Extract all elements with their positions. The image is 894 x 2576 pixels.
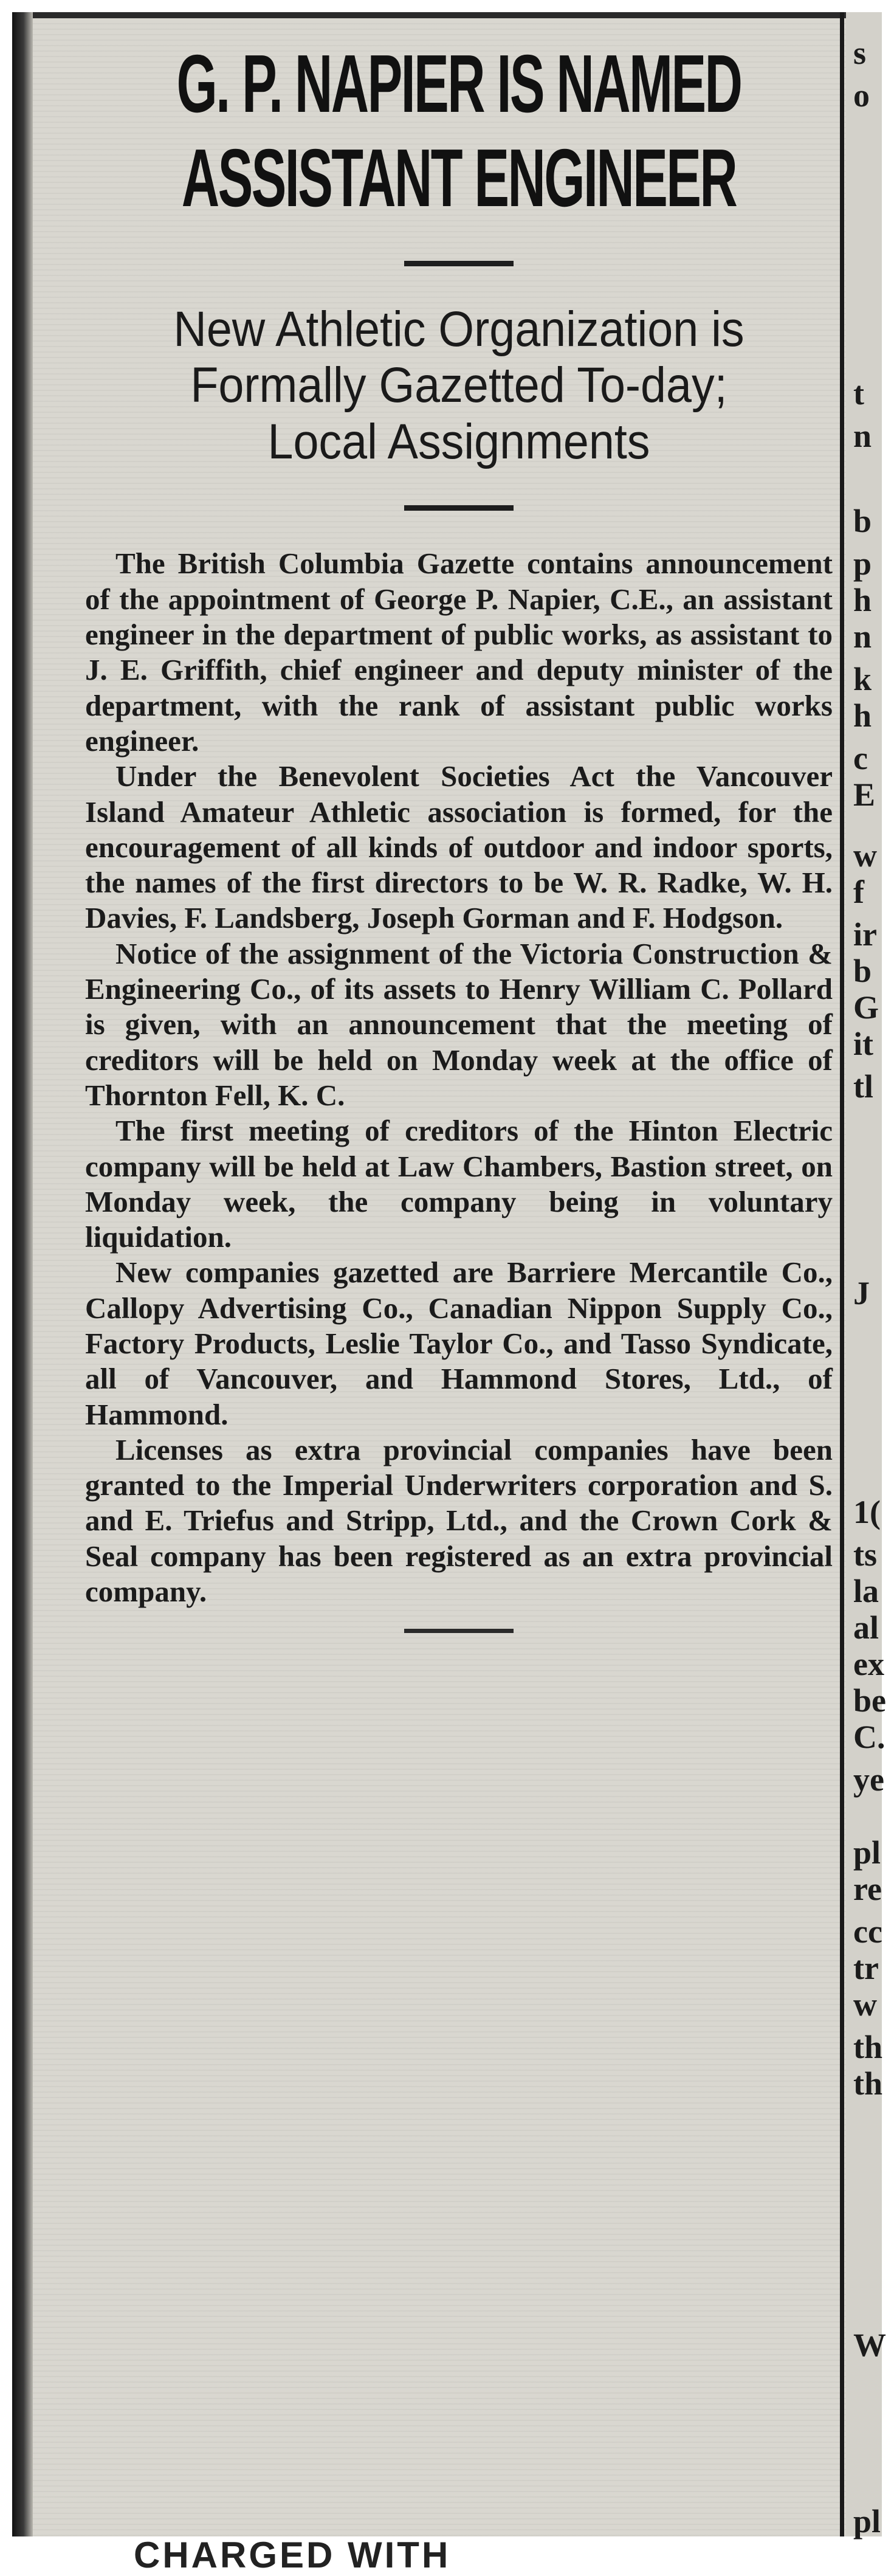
article-body bbox=[85, 546, 833, 1609]
scanned-clipping bbox=[12, 12, 886, 2575]
divider-rule-3 bbox=[404, 1629, 514, 1633]
adjacent-column-fragment: J bbox=[853, 1275, 870, 1311]
adjacent-column-fragment: tr bbox=[853, 1950, 879, 1986]
adjacent-column-fragment: th bbox=[853, 2029, 883, 2065]
adjacent-column-fragment: G bbox=[853, 989, 879, 1026]
adjacent-column-fragment: s bbox=[853, 35, 867, 71]
adjacent-column-fragment: n bbox=[853, 618, 872, 655]
adjacent-column-fragment: ye bbox=[853, 1761, 884, 1798]
adjacent-column-fragment: c bbox=[853, 740, 868, 776]
paragraph-assignment-notice: Notice of the assignment of the Victoria Construction & Engineering Co., of its assets to Henry William C. Pollard is given, with an announcement that the meeting of creditors will be held on Monday week at the office of Thornton Fell, K. C. bbox=[85, 936, 833, 1112]
adjacent-column-fragment: k bbox=[853, 661, 872, 697]
adjacent-column-fragment: p bbox=[853, 545, 872, 582]
paragraph-licenses: Licenses as extra provincial companies have been granted to the Imperial Underwriters corporation and S. and E. Triefus and Stripp, Ltd., and the Crown Cork & Seal company has been registered as an extra provincial company. bbox=[85, 1432, 833, 1609]
adjacent-column-fragment: C. bbox=[853, 1719, 885, 1755]
adjacent-column-fragment: o bbox=[853, 77, 870, 114]
paragraph-appointment: The British Columbia Gazette contains announcement of the appointment of George P. Napier, C.E., an assistant engineer in the department of public works, as assistant to J. E. Griffith, chief engineer and deputy minister of the department, with the rank of assistant public works engineer. bbox=[85, 547, 833, 758]
adjacent-column-fragment: h bbox=[853, 697, 872, 734]
adjacent-column-fragment: pl bbox=[853, 1834, 881, 1871]
headline-line-2: ASSISTANT ENGINEER bbox=[181, 132, 737, 224]
next-article-headline: CHARGED WITH bbox=[134, 2535, 451, 2575]
adjacent-column-fragment: t bbox=[853, 375, 864, 412]
adjacent-column-fragment: b bbox=[853, 953, 872, 989]
paragraph-new-companies: New companies gazetted are Barriere Mercantile Co., Callopy Advertising Co., Canadian Nippon Supply Co., Factory Products, Leslie Taylor Co., and Tasso Syndicate, all of Vancouver, and Hammond Stores, Ltd., of Hammond. bbox=[85, 1255, 833, 1431]
adjacent-column-fragment: tl bbox=[853, 1068, 873, 1105]
adjacent-column-fragment: f bbox=[853, 874, 864, 910]
divider-rule-1 bbox=[404, 261, 514, 266]
subhead-line-1: New Athletic Organization is bbox=[173, 301, 744, 357]
adjacent-column-fragment: cc bbox=[853, 1913, 882, 1950]
adjacent-column-fragment: 1( bbox=[853, 1494, 881, 1530]
top-scan-edge bbox=[12, 12, 882, 18]
paragraph-creditors-meeting: The first meeting of creditors of the Hinton Electric company will be held at Law Chambers, Bastion street, on Monday week, the company being in voluntary liquidation. bbox=[85, 1114, 833, 1254]
paragraph-athletic-association: Under the Benevolent Societies Act the Vancouver Island Amateur Athletic association is formed, for the encouragement of all kinds of outdoor and indoor sports, the names of the first directors to be W. R. Radke, W. H. Davies, F. Landsberg, Joseph Gorman and F. Hodgson. bbox=[85, 759, 833, 935]
headline-line-1: G. P. NAPIER IS NAMED bbox=[176, 38, 741, 129]
adjacent-column-fragment: n bbox=[853, 418, 872, 454]
adjacent-column-fragment: h bbox=[853, 582, 872, 618]
adjacent-column-fragment: al bbox=[853, 1609, 879, 1646]
adjacent-column-fragment: w bbox=[853, 837, 877, 874]
divider-rule-2 bbox=[404, 505, 514, 511]
adjacent-column-fragment: be bbox=[853, 1682, 886, 1719]
article bbox=[85, 36, 833, 1633]
adjacent-column-fragment: pl bbox=[853, 2503, 881, 2540]
subheadline bbox=[84, 302, 834, 471]
adjacent-column-fragment: E bbox=[853, 776, 876, 813]
adjacent-column-fragment: ts bbox=[853, 1536, 877, 1573]
adjacent-column bbox=[846, 12, 886, 2540]
adjacent-column-fragment: W bbox=[853, 2327, 886, 2363]
subhead-line-2: Formally Gazetted To-day; bbox=[190, 357, 727, 413]
column-rule bbox=[840, 12, 844, 2536]
adjacent-column-fragment: b bbox=[853, 503, 872, 539]
adjacent-column-fragment: w bbox=[853, 1986, 877, 2023]
adjacent-column-fragment: th bbox=[853, 2065, 883, 2102]
adjacent-column-fragment: re bbox=[853, 1871, 882, 1907]
headline bbox=[89, 36, 828, 226]
adjacent-column-fragment: la bbox=[853, 1573, 879, 1609]
left-scan-edge bbox=[12, 12, 33, 2536]
subhead-line-3: Local Assignments bbox=[267, 413, 650, 469]
adjacent-column-fragment: ex bbox=[853, 1646, 884, 1682]
adjacent-column-fragment: it bbox=[853, 1026, 873, 1062]
adjacent-column-fragment: ir bbox=[853, 916, 877, 953]
